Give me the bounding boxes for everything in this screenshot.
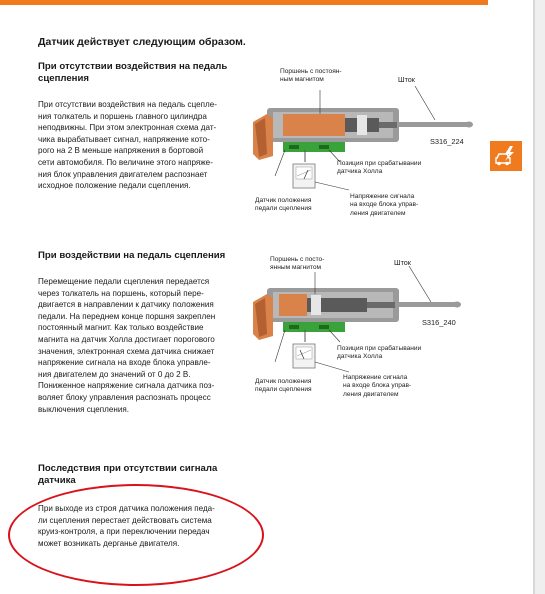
fig1-label-piston: Поршень с постоян- ным магнитом <box>280 68 342 84</box>
fig1-housing <box>267 108 399 142</box>
fig2-label-piston: Поршень с посто- янным магнитом <box>270 256 325 272</box>
section3-heading: Последствия при отсутствии сигнала датчика <box>38 463 218 486</box>
fig2-code: S316_240 <box>422 318 456 327</box>
fig2-label-sensor: Датчик положения педали сцепления <box>255 378 312 394</box>
fig1-label-hall-position: Позиция при срабатывании датчика Холла <box>337 160 422 176</box>
fig2-rod <box>395 302 461 308</box>
section1-body: При отсутствии воздействия на педаль сцепле- ния толкатель и поршень главного цилиндра неподвижны. При этом электронная схема дат- чика вырабатывает сигнал, напряжение кото- рого на 2 В меньше напряжения в бортовой сети автомобиля. По величине этого напряже- ния блок управления двигателем распознает исходное положение педали сцепления. <box>38 100 217 191</box>
fig2-housing <box>267 288 399 322</box>
page-shadow <box>535 0 545 594</box>
top-accent-rule <box>0 0 488 5</box>
fig1-left-connector <box>253 114 273 160</box>
fig2-voltmeter <box>293 344 315 368</box>
red-highlight-ellipse <box>8 484 264 586</box>
fig2-label-signal: Напряжение сигнала на входе блока управ- ления двигателем <box>343 374 412 398</box>
section1-heading: При отсутствии воздействия на педаль сцепления <box>38 61 228 84</box>
section3-body: При выходе из строя датчика положения педа- ли сцепления перестает действовать система круиз-контроля, а при переключении передач может возникать дерганье двигателя. <box>38 504 215 548</box>
fig1-code: S316_224 <box>430 137 464 146</box>
fig2-left-connector <box>253 294 273 340</box>
fig2-label-rod: Шток <box>394 258 411 267</box>
section2-heading: При воздействии на педаль сцепления <box>38 250 226 261</box>
fig1-voltmeter <box>293 164 315 188</box>
fig1-label-rod: Шток <box>398 75 415 84</box>
fig2-label-hall-position: Позиция при срабатывании датчика Холла <box>337 345 422 361</box>
fig1-label-signal: Напряжение сигнала на входе блока управ- ления двигателем <box>350 193 419 217</box>
fig1-rod <box>397 122 473 128</box>
fig2-hall-sensor <box>283 322 345 342</box>
section2-body: Перемещение педали сцепления передается через толкатель на поршень, который пере- двигается в направлении к датчику положения педали. На переднем конце поршня закреплен постоянный магнит. Как только воздействие магнита на датчик Холла достигает порогового значения, электронная схема датчика снижает напряжение сигнала на входе блока управле- ния двигателем до значений от 0 до 2 В. Пониженное напряжение сигнала датчика поз- воляет блоку управления распознать процесс выключения сцепления. <box>38 277 216 414</box>
fig1-label-sensor: Датчик положения педали сцепления <box>255 197 312 213</box>
car-with-lightning-icon <box>490 141 522 171</box>
fig1-hall-sensor <box>283 142 345 162</box>
page-title: Датчик действует следующим образом. <box>38 36 246 48</box>
